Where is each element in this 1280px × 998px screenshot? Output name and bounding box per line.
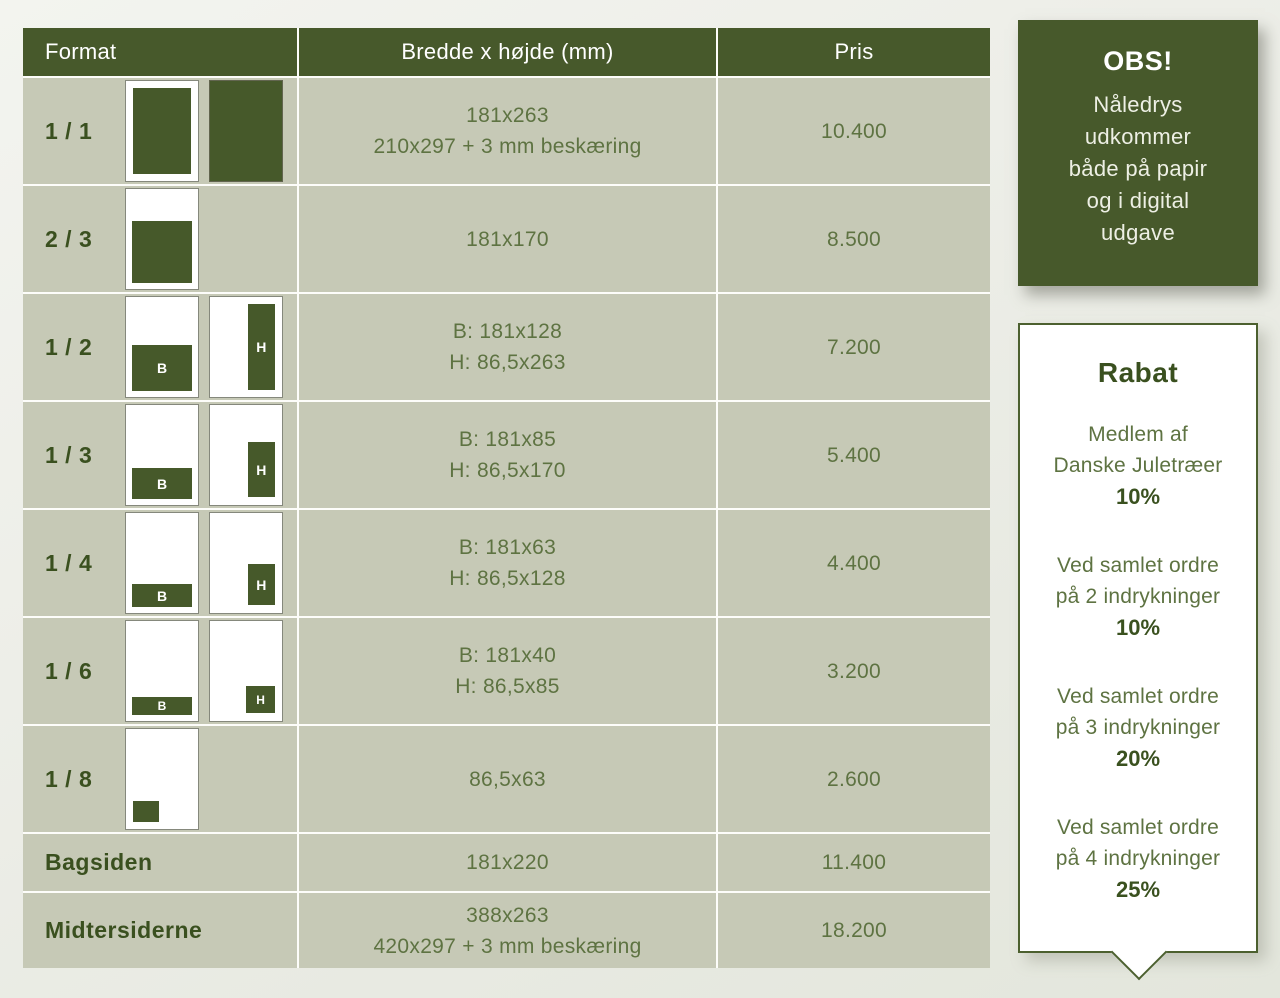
size-line-1: 388x263: [466, 903, 549, 927]
rabat-line: på 3 indrykninger: [1055, 716, 1221, 739]
ad-area: [132, 221, 192, 283]
price-cell: [716, 510, 990, 616]
size-line-1: 181x170: [466, 227, 549, 251]
size-line-2: 420x297 + 3 mm beskæring: [373, 934, 642, 958]
page-diagram-1-4-height: [209, 512, 283, 614]
size-line-1: 181x263: [466, 104, 549, 127]
rabat-line: Medlem af: [1088, 423, 1188, 446]
ad-price-table: [23, 28, 990, 968]
format-label: 1 / 6: [45, 657, 93, 684]
size-cell: [297, 726, 716, 832]
format-cell: [23, 402, 297, 508]
rabat-line: Ved samlet ordre: [1057, 816, 1219, 839]
format-label: Bagsiden: [45, 849, 153, 875]
rabat-item-member: [1020, 419, 1256, 512]
size-line-2: 210x297 + 3 mm beskæring: [373, 135, 642, 158]
obs-title: OBS!: [1103, 46, 1173, 76]
price-value: 8.500: [826, 227, 882, 251]
ad-area-b: B: [132, 468, 192, 499]
table-row-1-2: [23, 292, 990, 400]
ad-area-h: H: [248, 304, 275, 390]
format-diagrams: [125, 404, 283, 506]
table-row-1-4: [23, 508, 990, 616]
rabat-percentage: 25%: [1115, 877, 1161, 902]
obs-line: udkommer: [1084, 124, 1192, 149]
format-diagrams: [125, 80, 283, 182]
rabat-item-3-insertions: [1020, 681, 1256, 774]
ad-area-b: B: [132, 345, 192, 391]
header-price: Pris: [716, 28, 990, 76]
page-diagram-1-6-height: [209, 620, 283, 722]
rabat-percentage: 20%: [1115, 746, 1161, 771]
page-diagram-1-1-margin: [125, 80, 199, 182]
page-diagram-1-8: [125, 728, 199, 830]
obs-line: både på papir: [1068, 156, 1208, 181]
format-label: 1 / 3: [45, 441, 93, 468]
size-line-2: H: 86,5x263: [449, 351, 566, 374]
rabat-line: Danske Juletræer: [1053, 454, 1223, 477]
rabat-line: Ved samlet ordre: [1057, 554, 1219, 577]
table-row-2-3: [23, 184, 990, 292]
format-label: 1 / 2: [45, 333, 93, 360]
price-value: 7.200: [826, 335, 882, 359]
ad-area-h: H: [248, 442, 275, 497]
format-diagrams: [125, 620, 283, 722]
price-value: 10.400: [820, 119, 888, 143]
size-line-1: B: 181x40: [458, 644, 557, 667]
page-diagram-1-2-width: [125, 296, 199, 398]
table-row-1-6: [23, 616, 990, 724]
obs-callout-box: [1018, 20, 1258, 286]
size-cell: [297, 294, 716, 400]
page-diagram-1-2-height: [209, 296, 283, 398]
price-cell: [716, 186, 990, 292]
format-cell: [23, 510, 297, 616]
price-value: 11.400: [821, 851, 887, 874]
price-cell: [716, 294, 990, 400]
price-value: 18.200: [820, 919, 888, 942]
page-diagram-1-3-height: [209, 404, 283, 506]
ad-area: [133, 88, 191, 174]
format-cell: [23, 618, 297, 724]
rabat-item-4-insertions: [1020, 812, 1256, 905]
format-label: 2 / 3: [45, 225, 93, 252]
size-cell: [297, 186, 716, 292]
ad-area-b: B: [132, 584, 192, 607]
header-size: Bredde x højde (mm): [297, 28, 716, 76]
page-diagram-2-3: [125, 188, 199, 290]
rabat-item-2-insertions: [1020, 550, 1256, 643]
table-row-1-8: [23, 724, 990, 832]
format-cell: [23, 294, 297, 400]
rabat-percentage: 10%: [1115, 484, 1161, 509]
page-diagram-1-1-bleed: [209, 80, 283, 182]
format-diagrams: [125, 728, 199, 830]
size-cell: [297, 402, 716, 508]
obs-line: udgave: [1101, 220, 1175, 245]
price-cell: [716, 893, 990, 968]
size-line-2: H: 86,5x85: [455, 675, 560, 698]
page-diagram-1-3-width: [125, 404, 199, 506]
size-line-2: H: 86,5x128: [449, 567, 566, 590]
rabat-line: på 2 indrykninger: [1055, 585, 1221, 608]
price-cell: [716, 402, 990, 508]
format-cell: [23, 893, 297, 968]
rabat-line: Ved samlet ordre: [1057, 685, 1219, 708]
price-value: 4.400: [826, 551, 882, 575]
ad-area: [133, 801, 159, 822]
size-line-1: B: 181x63: [458, 536, 557, 559]
price-value: 2.600: [826, 767, 882, 791]
size-cell: [297, 510, 716, 616]
price-cell: [716, 834, 990, 891]
ad-area-b: B: [132, 697, 192, 715]
format-diagrams: [125, 188, 199, 290]
size-line-2: H: 86,5x170: [449, 459, 566, 482]
size-cell: [297, 893, 716, 968]
table-row-bagsiden: [23, 832, 990, 891]
table-row-midtersiderne: [23, 891, 990, 968]
format-diagrams: [125, 512, 283, 614]
size-cell: [297, 618, 716, 724]
rabat-percentage: 10%: [1115, 615, 1161, 640]
format-diagrams: [125, 296, 283, 398]
format-cell: [23, 78, 297, 184]
size-cell: [297, 834, 716, 891]
format-cell: [23, 834, 297, 891]
format-cell: [23, 186, 297, 292]
table-row-1-1: [23, 76, 990, 184]
format-cell: [23, 726, 297, 832]
header-format: Format: [23, 28, 297, 76]
price-value: 5.400: [826, 443, 882, 467]
format-label: Midtersiderne: [45, 917, 203, 943]
obs-line: og i digital: [1086, 188, 1190, 213]
price-value: 3.200: [826, 659, 882, 683]
table-header-row: [23, 28, 990, 76]
rabat-line: på 4 indrykninger: [1055, 847, 1221, 870]
size-cell: [297, 78, 716, 184]
ad-area-h: H: [246, 686, 275, 713]
rabat-title: Rabat: [1097, 357, 1179, 388]
format-label: 1 / 1: [45, 117, 93, 144]
price-cell: [716, 78, 990, 184]
size-line-1: 181x220: [466, 851, 549, 874]
ad-area-h: H: [248, 564, 275, 605]
size-line-1: 86,5x63: [469, 767, 546, 791]
page-diagram-1-6-width: [125, 620, 199, 722]
page-diagram-1-4-width: [125, 512, 199, 614]
speech-bubble-tail: [1111, 924, 1168, 981]
price-cell: [716, 618, 990, 724]
rabat-discount-box: [1018, 323, 1258, 953]
table-row-1-3: [23, 400, 990, 508]
obs-line: Nåledrys: [1093, 92, 1183, 117]
size-line-1: B: 181x85: [458, 428, 557, 451]
format-label: 1 / 4: [45, 549, 93, 576]
format-label: 1 / 8: [45, 765, 93, 792]
size-line-1: B: 181x128: [452, 320, 563, 343]
price-cell: [716, 726, 990, 832]
